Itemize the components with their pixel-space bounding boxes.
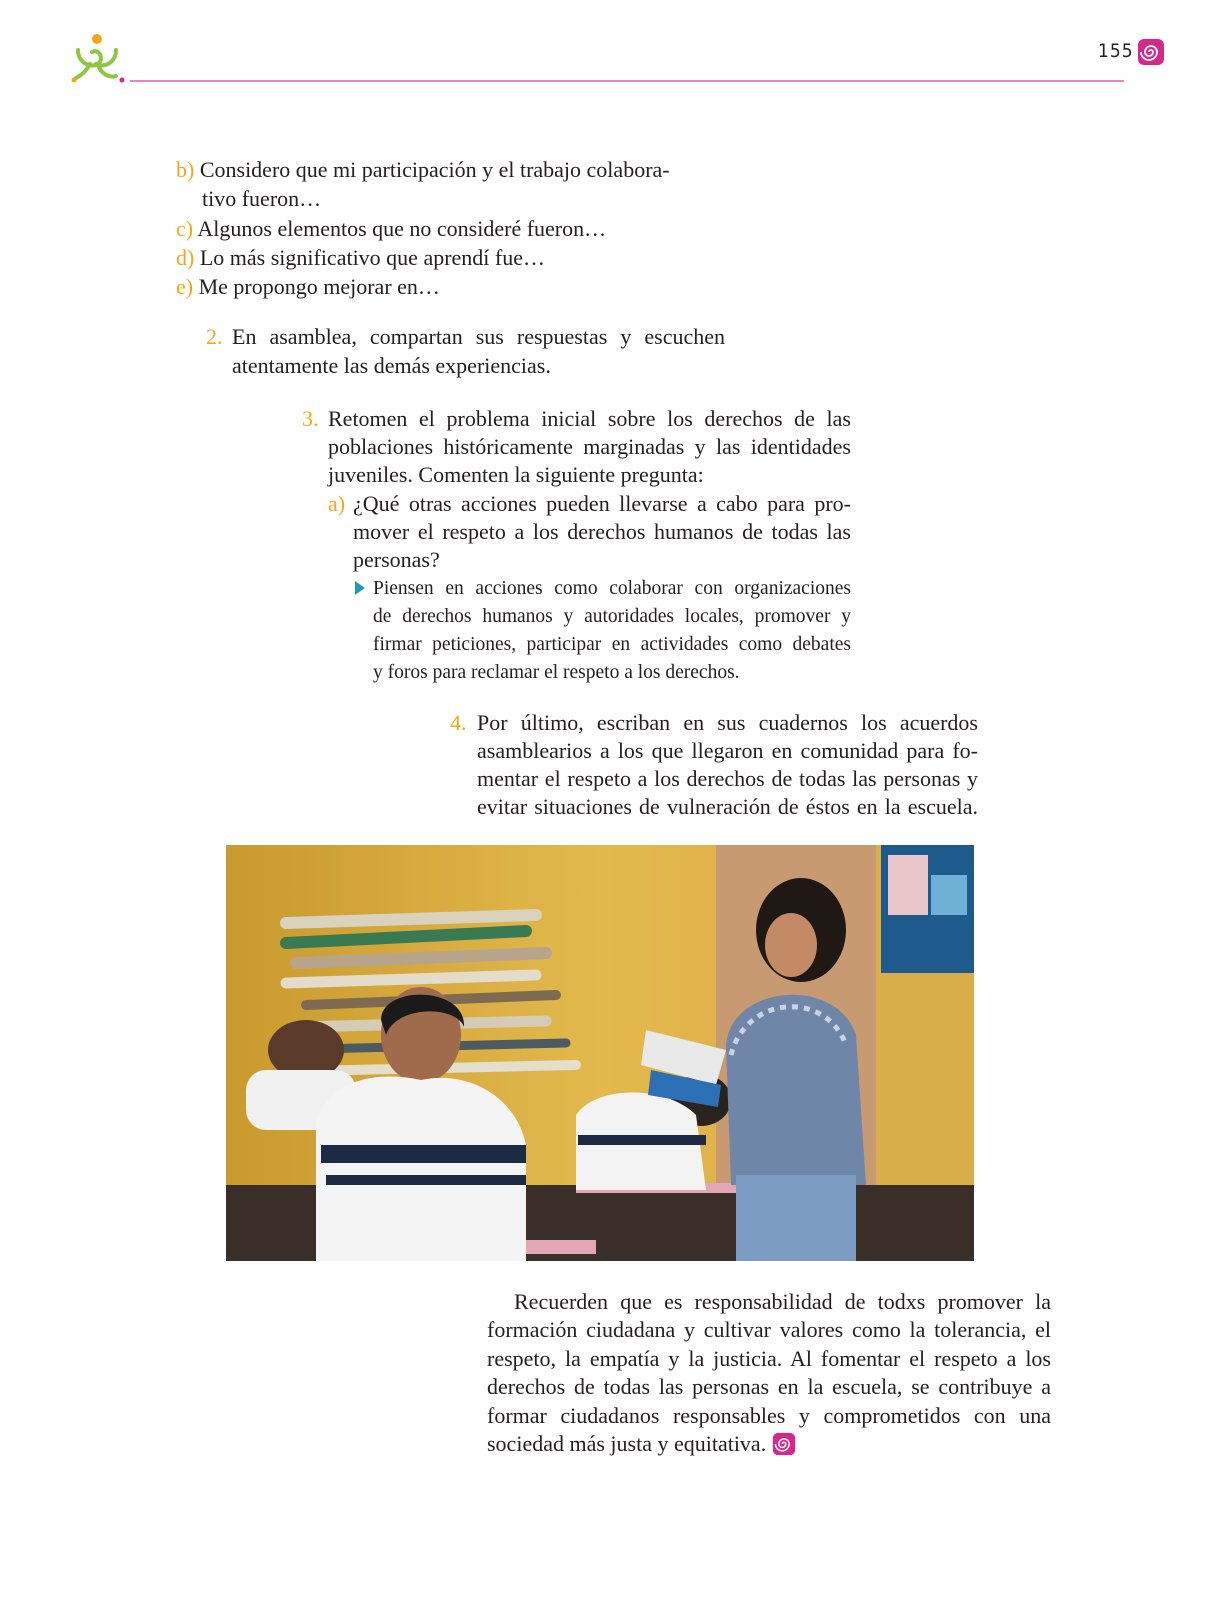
classroom-photo: [226, 845, 974, 1261]
item-4-line: evitar situaciones de vulneración de éstos en la escuela.: [477, 794, 978, 819]
item-4-marker: 4.: [450, 710, 467, 735]
page-number: 155: [1098, 40, 1134, 62]
triangle-bullet-icon: [355, 581, 365, 595]
item-3a-line: mover el respeto a los derechos humanos de todas las: [353, 519, 851, 544]
closing-line: derechos de todas las personas en la escuela, se contribuye a: [487, 1374, 1051, 1400]
closing-line: respeto, la empatía y la justicia. Al fomentar el respeto a los: [487, 1345, 1051, 1371]
closing-line: formación ciudadana y cultivar valores como la tolerancia, el: [487, 1317, 1051, 1343]
list-item-e: e) Me propongo mejorar en…: [176, 274, 440, 299]
bullet-line: y foros para reclamar el respeto a los derechos.: [373, 662, 740, 683]
closing-line: formar ciudadanos responsables y comprometidos con una: [487, 1402, 1051, 1428]
header-rule: [130, 80, 1124, 82]
item-4-line: mentar el respeto a los derechos de todas las personas y: [477, 766, 978, 791]
item-3a-line: personas?: [353, 547, 440, 572]
item-3a-marker: a): [328, 491, 346, 516]
list-item-b: b) Considero que mi participación y el trabajo colabora-: [176, 157, 670, 182]
bullet-line: firmar peticiones, participar en actividades como debates: [373, 634, 851, 655]
spiral-icon: [1137, 38, 1165, 66]
item-3-line: Retomen el problema inicial sobre los derechos de las: [328, 406, 851, 431]
closing-line-last: sociedad más justa y equitativa.: [487, 1430, 1051, 1458]
logo-icon: [70, 30, 130, 86]
item-2-line: atentamente las demás experiencias.: [232, 353, 551, 378]
list-item-d: d) Lo más significativo que aprendí fue…: [176, 245, 546, 270]
closing-line: Recuerden que es responsabilidad de todxs promover la: [514, 1289, 1051, 1314]
list-item-b-cont: tivo fueron…: [202, 186, 322, 211]
spiral-icon: [772, 1432, 796, 1456]
item-3-marker: 3.: [302, 406, 319, 431]
item-2-marker: 2.: [206, 324, 223, 349]
item-3-line: poblaciones históricamente marginadas y las identidades: [328, 434, 851, 459]
item-4-line: Por último, escriban en sus cuadernos los acuerdos: [477, 710, 978, 735]
item-4-line: asamblearios a los que llegaron en comunidad para fo-: [477, 738, 978, 763]
item-2-line: En asamblea, compartan sus respuestas y escuchen: [232, 324, 725, 349]
item-3a-line: ¿Qué otras acciones pueden llevarse a cabo para pro-: [353, 491, 851, 516]
list-item-c: c) Algunos elementos que no consideré fueron…: [176, 216, 607, 241]
bullet-line: Piensen en acciones como colaborar con organizaciones: [373, 578, 851, 599]
closing-paragraph: [487, 1288, 1051, 1458]
item-3-line: juveniles. Comenten la siguiente pregunta:: [328, 462, 704, 487]
bullet-line: de derechos humanos y autoridades locales, promover y: [373, 606, 851, 627]
